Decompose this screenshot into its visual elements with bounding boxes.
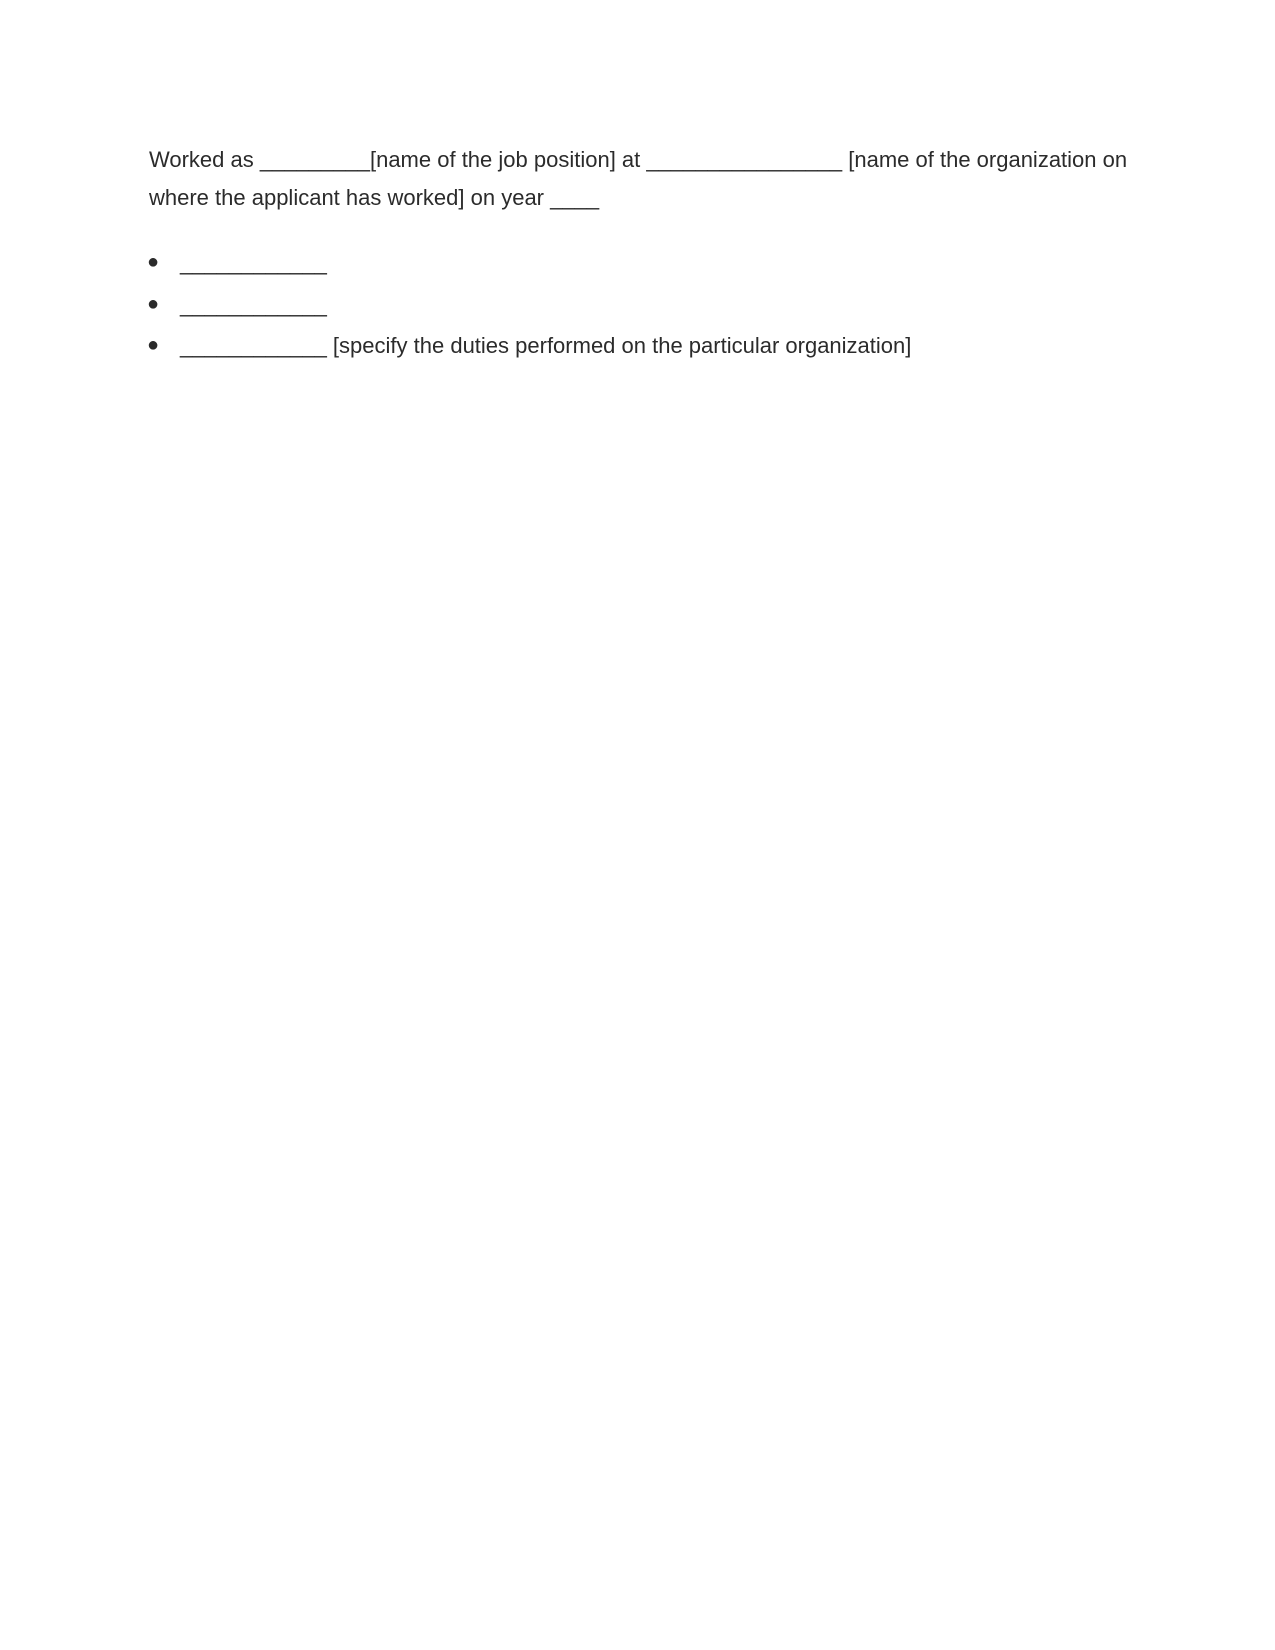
bullet-icon: ● xyxy=(147,292,160,315)
bullet-icon: ● xyxy=(147,334,160,356)
list-item xyxy=(149,242,1129,284)
duty-text: ____________ xyxy=(180,291,327,317)
duty-text: ____________ [specify the duties performed on the particular organization] xyxy=(180,333,912,358)
list-item xyxy=(149,325,1129,367)
work-experience-statement: Worked as _________[name of the job position] at ________________ [name of the organization on where the applicant has worked] on year ____ xyxy=(149,147,1128,210)
duties-list xyxy=(149,242,1129,367)
bullet-icon: ● xyxy=(147,251,160,273)
duty-text: ____________ xyxy=(180,250,327,275)
list-item xyxy=(149,284,1129,326)
document-body xyxy=(149,141,1129,367)
